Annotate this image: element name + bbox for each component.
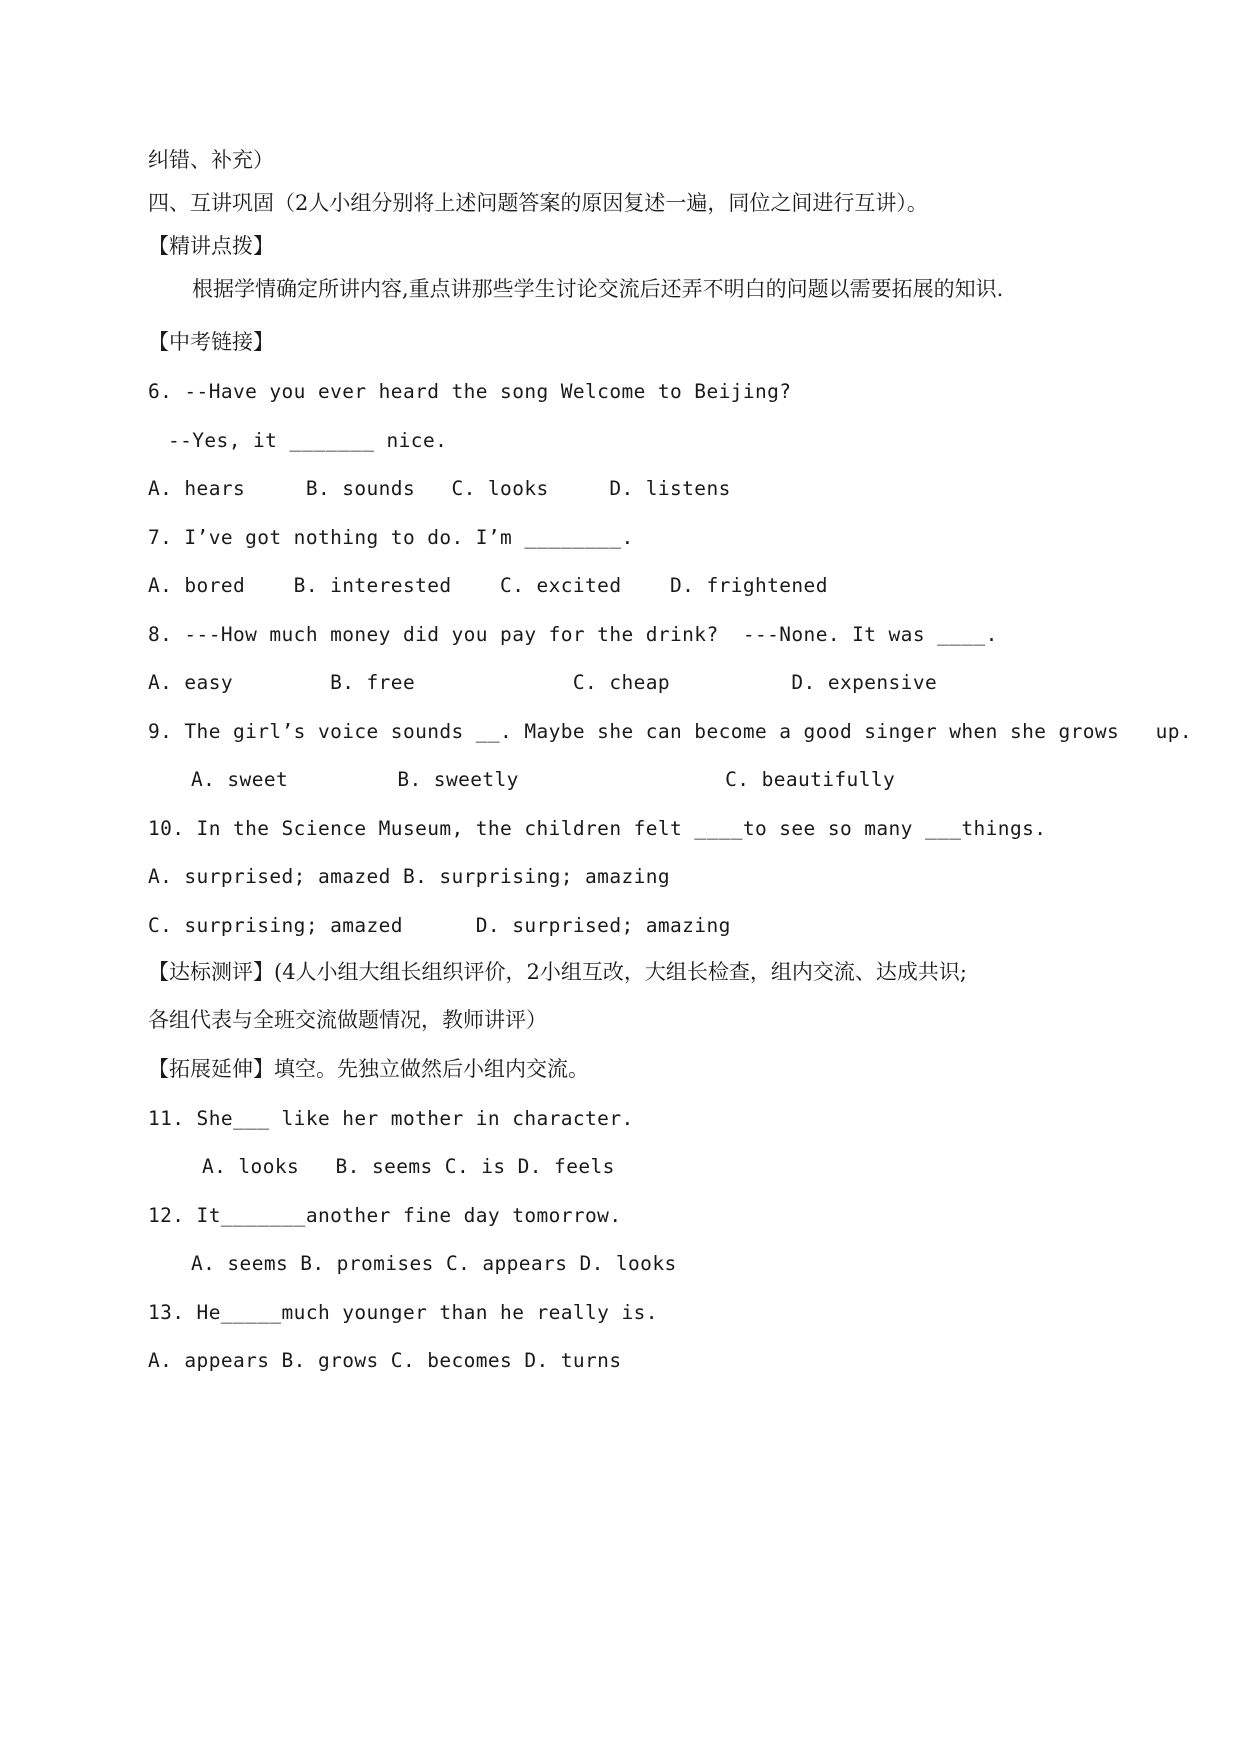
- question-13-options: A. appears B. grows C. becomes D. turns: [148, 1349, 622, 1372]
- question-11: 11. She___ like her mother in character.: [148, 1107, 634, 1130]
- question-8-options: A. easy B. free C. cheap D. expensive: [148, 671, 938, 694]
- question-7: 7. I’ve got nothing to do. I’m ________.: [148, 526, 634, 549]
- paragraph: 根据学情确定所讲内容,重点讲那些学生讨论交流后还弄不明白的问题以需要拓展的知识.: [192, 277, 1004, 301]
- question-6-options: A. hears B. sounds C. looks D. listens: [148, 477, 731, 500]
- question-7-options: A. bored B. interested C. excited D. frightened: [148, 574, 828, 597]
- section-heading: 【拓展延伸】填空。先独立做然后小组内交流。: [148, 1057, 589, 1081]
- question-9: 9. The girl’s voice sounds __. Maybe she can become a good singer when she grows up.: [148, 720, 1193, 743]
- question-10: 10. In the Science Museum, the children felt ____to see so many ___things.: [148, 817, 1047, 840]
- section-heading: 【达标测评】(4人小组大组长组织评价，2小组互改，大组长检查，组内交流、达成共识;: [148, 960, 967, 984]
- question-13: 13. He_____much younger than he really is.: [148, 1301, 658, 1324]
- question-10-options-cd: C. surprising; amazed D. surprised; amazing: [148, 914, 731, 937]
- section-heading: 四、互讲巩固（2人小组分别将上述问题答案的原因复述一遍，同位之间进行互讲）。: [148, 191, 928, 215]
- question-9-options: A. sweet B. sweetly C. beautifully: [191, 768, 896, 791]
- question-12-options: A. seems B. promises C. appears D. looks: [191, 1252, 677, 1275]
- question-12: 12. It_______another fine day tomorrow.: [148, 1204, 622, 1227]
- question-10-options-ab: A. surprised; amazed B. surprising; amazing: [148, 865, 671, 888]
- question-6-answer-line: --Yes, it _______ nice.: [168, 429, 448, 452]
- text-line: 各组代表与全班交流做题情况，教师讲评）: [148, 1008, 547, 1032]
- question-6: 6. --Have you ever heard the song Welcome to Beijing?: [148, 380, 792, 403]
- question-8: 8. ---How much money did you pay for the drink? ---None. It was ____.: [148, 623, 998, 646]
- text-line: 纠错、补充）: [148, 148, 274, 172]
- question-11-options: A. looks B. seems C. is D. feels: [202, 1155, 615, 1178]
- section-heading: 【中考链接】: [148, 330, 274, 354]
- section-heading: 【精讲点拨】: [148, 234, 274, 258]
